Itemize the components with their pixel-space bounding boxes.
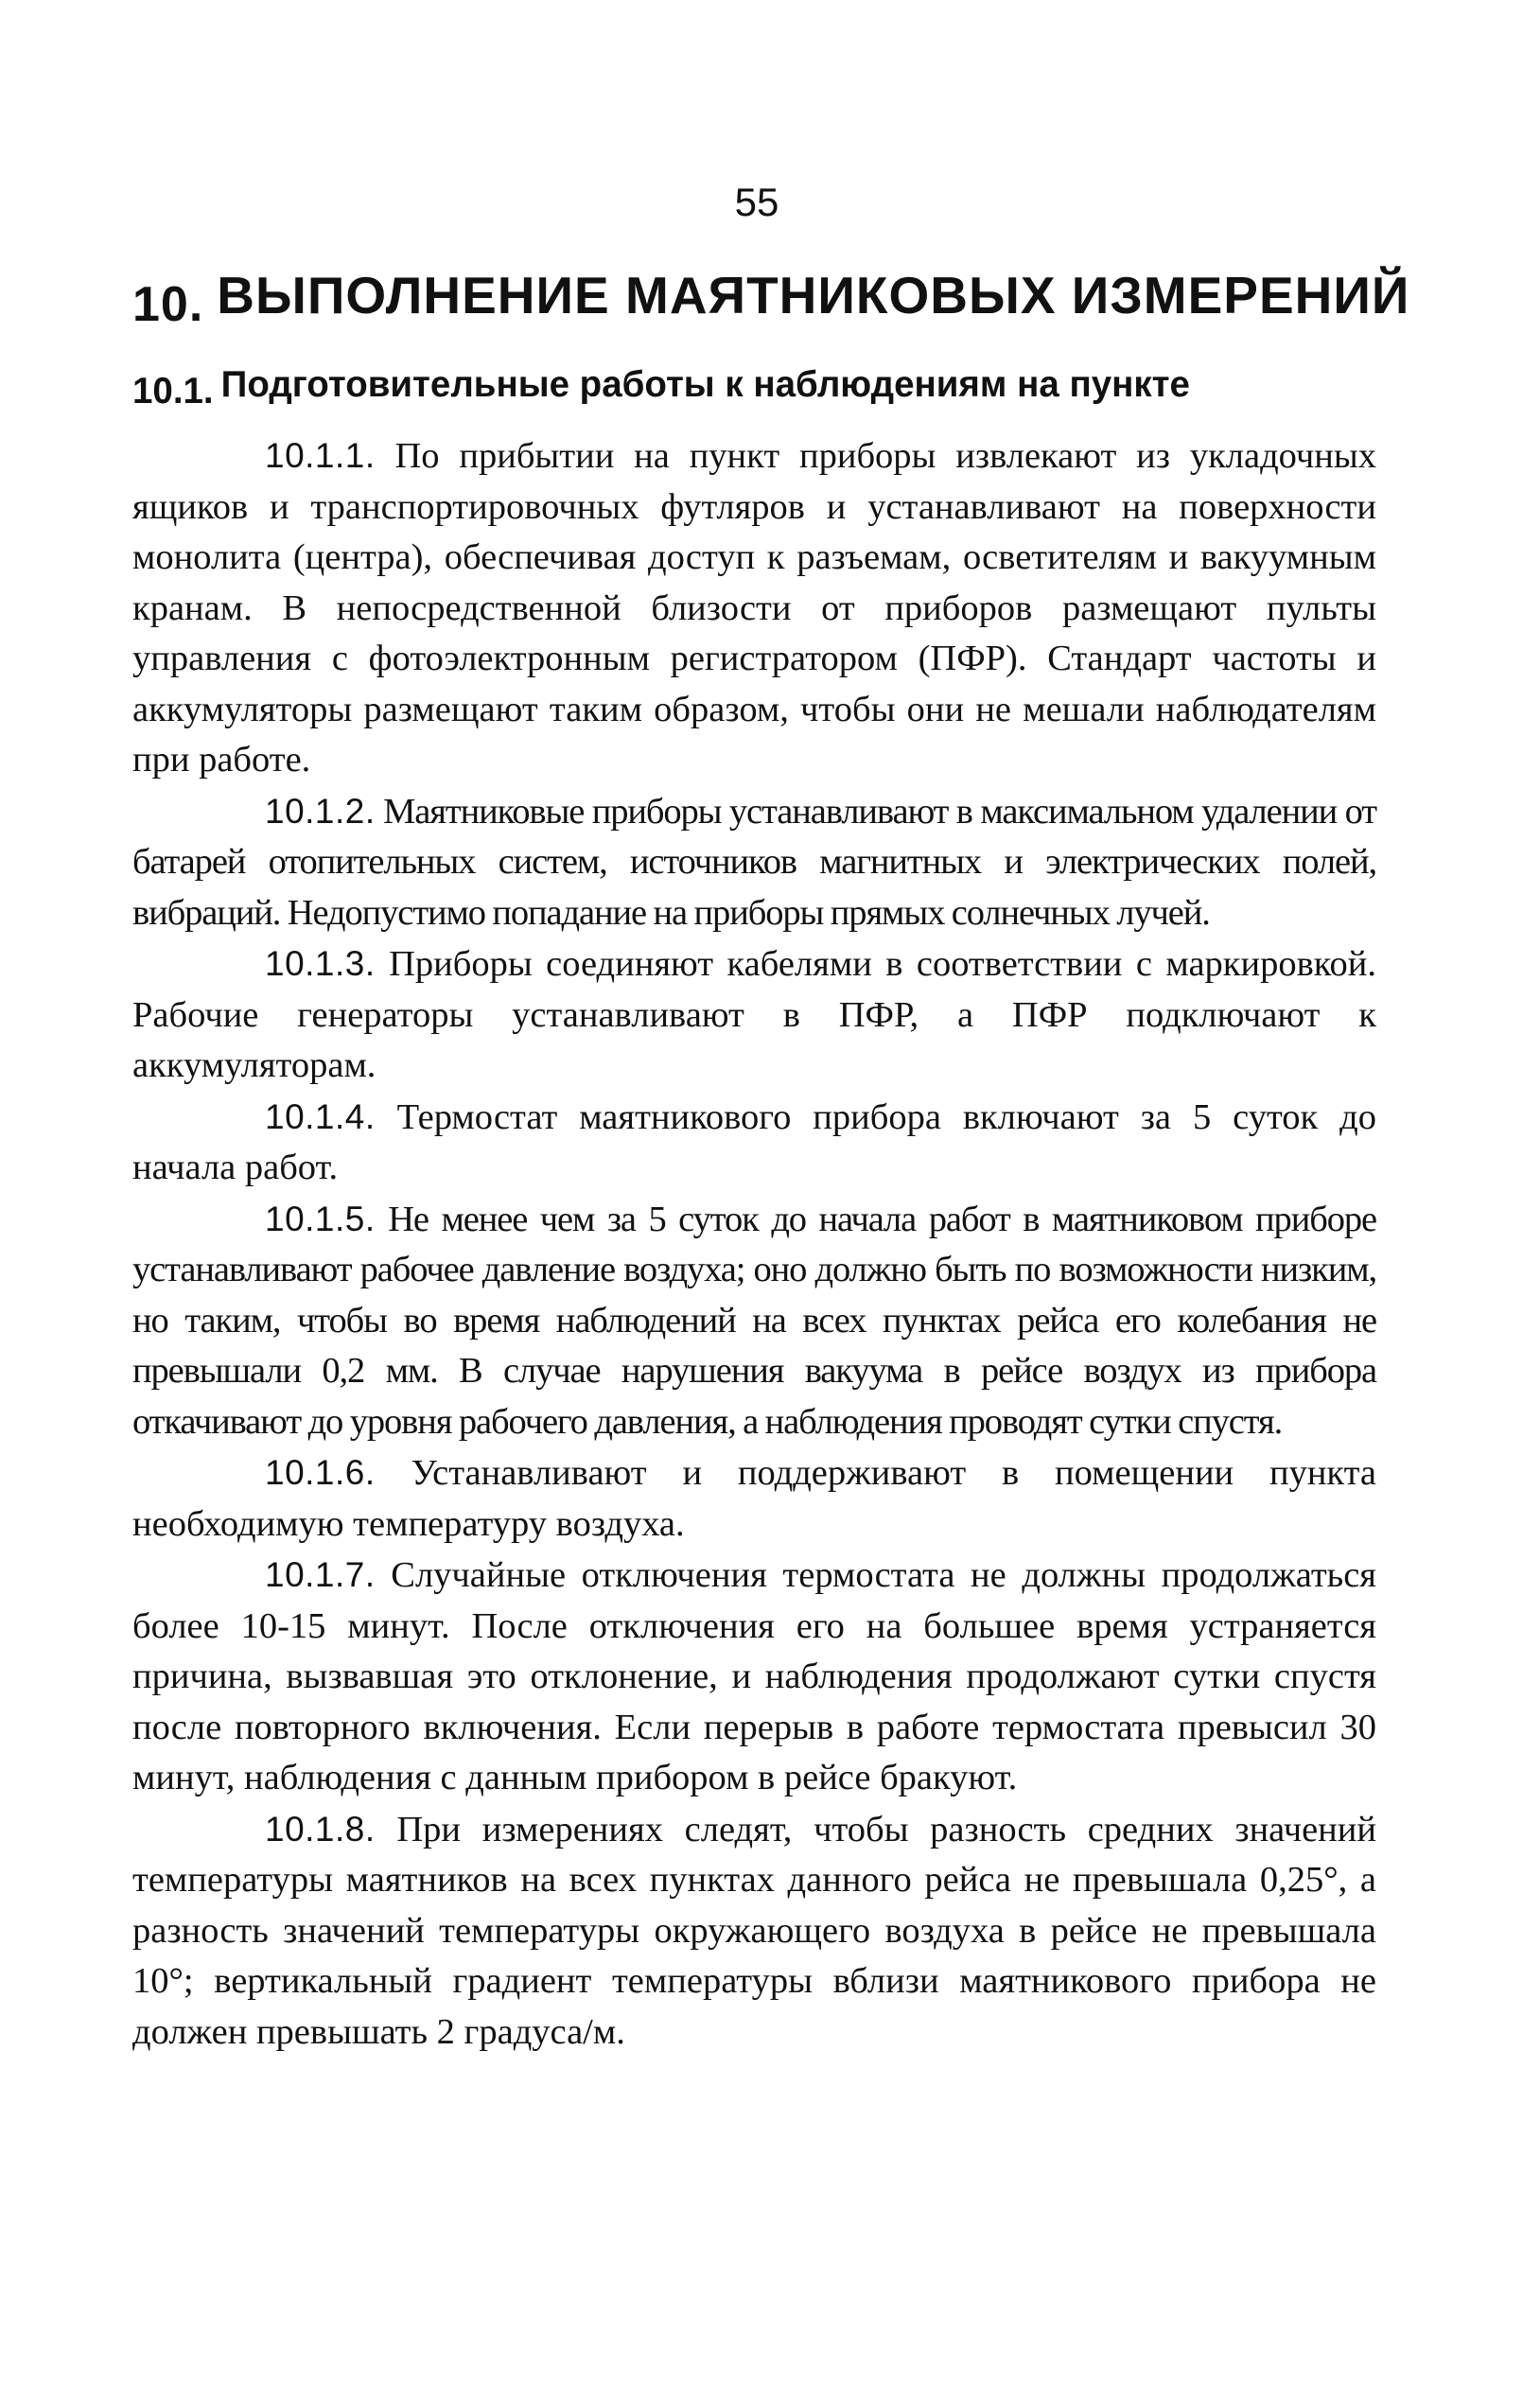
clause-number: 10.1.5. — [265, 1199, 376, 1238]
chapter-title: ВЫПОЛНЕНИЕ МАЯТНИКОВЫХ ИЗМЕРЕНИЙ — [217, 266, 1410, 324]
paragraph-10-1-5 — [132, 1194, 1376, 1448]
page-number: 55 — [734, 180, 779, 224]
clause-number: 10.1.1. — [265, 436, 376, 475]
clause-number: 10.1.7. — [265, 1555, 376, 1594]
paragraph-10-1-1 — [132, 430, 1376, 786]
paragraph-10-1-8 — [132, 1804, 1376, 2059]
paragraph-10-1-6 — [132, 1447, 1376, 1550]
clause-number: 10.1.6. — [265, 1453, 376, 1492]
paragraph-10-1-4 — [132, 1092, 1376, 1194]
paragraph-10-1-7 — [132, 1550, 1376, 1804]
paragraph-text: Маятниковые приборы устанавливают в максимальном удалении от батарей отопительных систем, источников магнитных и электрических полей, вибраций. Недопустимо попадание на приборы прямых солнечных лучей. — [132, 791, 1377, 933]
paragraph-10-1-2 — [132, 786, 1376, 939]
chapter-heading — [132, 265, 1457, 332]
paragraph-text: Приборы соединяют кабелями в соответствии с маркировкой. Рабочие генераторы устанавливают в ПФР, а ПФР подключают к аккумуляторам. — [132, 944, 1377, 1085]
paragraph-text: При измерениях следят, чтобы разность средних значений температуры маятников на всех пунктах данного рейса не превышала 0,25°, а разность значений температуры окружающего воздуха в рейсе не превышала 10°; вертикальный градиент температуры вблизи маятникового прибора не должен превышать 2 градуса/м. — [132, 1809, 1376, 2052]
section-title: Подготовительные работы к наблюдениям на пункте — [220, 364, 1190, 405]
clause-number: 10.1.2. — [265, 791, 376, 831]
clause-number: 10.1.8. — [265, 1809, 376, 1849]
paragraph-text: Устанавливают и поддерживают в помещении пункта необходимую температуру воздуха. — [132, 1453, 1377, 1544]
paragraph-text: Не менее чем за 5 суток до начала работ в маятниковом приборе устанавливают рабочее давление воздуха; оно должно быть по возможности низким, но таким, чтобы во время наблюдений на всех пунктах рейса его колебания не превышали 0,2 мм. В случае нарушения вакуума в рейсе воздух из прибора откачивают до уровня рабочего давления, а наблюдения проводят сутки спустя. — [132, 1199, 1376, 1442]
paragraph-text: Случайные отключения термостата не должны продолжаться более 10-15 минут. После отключения его на большее время устраняется причина, вызвавшая это отклонение, и наблюдения продолжают сутки спустя после повторного включения. Если перерыв в работе термостата превысил 30 минут, наблюдения с данным прибором в рейсе бракуют. — [132, 1555, 1376, 1797]
clause-number: 10.1.4. — [265, 1096, 376, 1136]
paragraph-10-1-3 — [132, 938, 1376, 1092]
chapter-number: 10. — [132, 277, 204, 332]
paragraph-text: По прибытии на пункт приборы извлекают из укладочных ящиков и транспортировочных футляров и устанавливают на поверхности монолита (центра), обеспечивая доступ к разъемам, осветителям и вакуумным кранам. В непосредственной близости от приборов размещают пульты управления с фотоэлектронным регистратором (ПФР). Стандарт частоты и аккумуляторы размещают таким образом, чтобы они не мешали наблюдателям при работе. — [132, 436, 1376, 780]
paragraph-text: Термостат маятникового прибора включают за 5 суток до начала работ. — [132, 1096, 1376, 1187]
body-text — [132, 430, 1376, 2058]
clause-number: 10.1.3. — [265, 944, 376, 983]
section-number: 10.1. — [132, 371, 214, 412]
section-heading — [132, 364, 1457, 412]
